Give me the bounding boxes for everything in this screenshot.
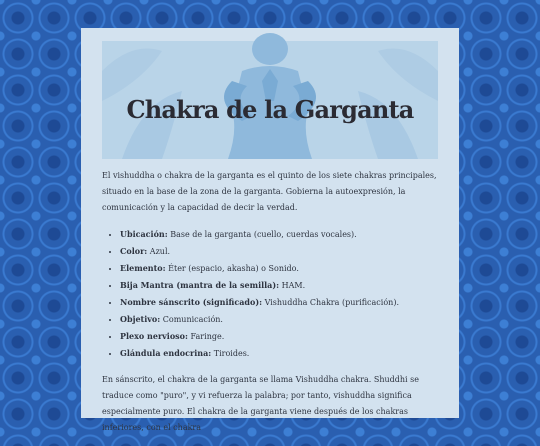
- chakra-facts-list: [102, 226, 438, 362]
- list-item: • Nombre sánscrito (significado): Vishuddha Chakra (purificación).: [120, 294, 438, 311]
- header-banner: [102, 41, 438, 159]
- outro-paragraph: En sánscrito, el chakra de la garganta se llama Vishuddha chakra. Shuddhi se traduce como "puro", y vi refuerza la palabra; por tanto, vishuddha significa especialmente puro. El chakra de la garganta viene después de los chakras inferiores, con el chakra: [102, 375, 419, 432]
- list-item: • Glándula endocrina: Tiroides.: [120, 345, 438, 362]
- article-body: [102, 168, 438, 446]
- list-item: • Ubicación: Base de la garganta (cuello, cuerdas vocales).: [120, 226, 438, 243]
- page-title: Chakra de la Garganta: [126, 95, 414, 124]
- intro-paragraph: El vishuddha o chakra de la garganta es el quinto de los siete chakras principales, situado en la base de la zona de la garganta. Gobierna la autoexpresión, la comunicación y la capacidad de decir la verdad.: [102, 171, 437, 212]
- article-card: [81, 28, 459, 432]
- list-item: • Plexo nervioso: Faringe.: [120, 328, 438, 345]
- list-item: • Objetivo: Comunicación.: [120, 311, 438, 328]
- list-item: • Color: Azul.: [120, 243, 438, 260]
- list-item: • Elemento: Éter (espacio, akasha) o Sonido.: [120, 260, 438, 277]
- list-item: • Bija Mantra (mantra de la semilla): HAM.: [120, 277, 438, 294]
